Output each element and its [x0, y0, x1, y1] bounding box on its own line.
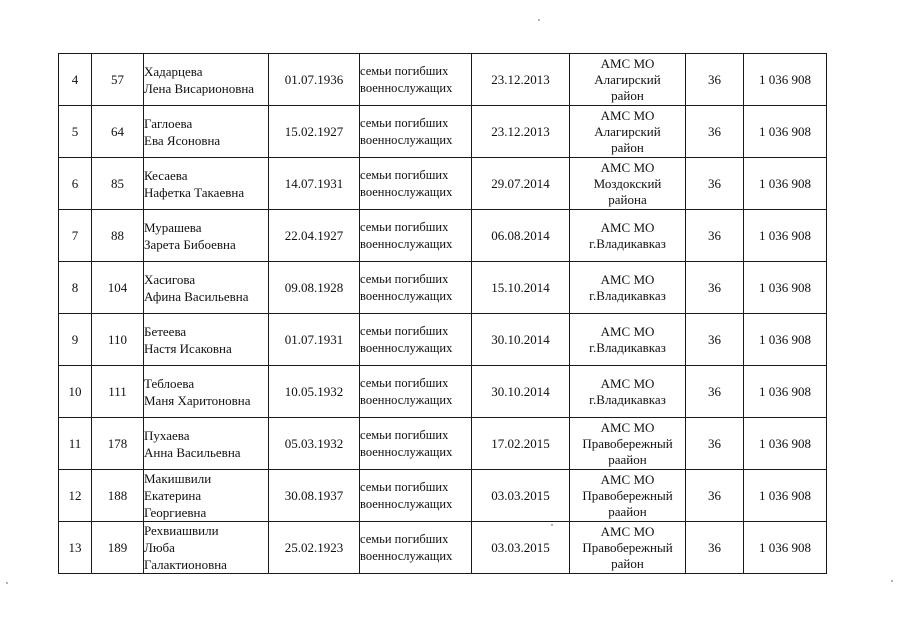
birth-date-cell — [269, 158, 360, 210]
record-id-cell — [92, 158, 144, 210]
record-id: 57 — [111, 72, 124, 87]
record-id: 188 — [107, 488, 128, 503]
amount-cell — [744, 470, 827, 522]
record-id: 189 — [107, 540, 128, 555]
table-row — [59, 262, 827, 314]
surname: Рехвиашвили — [144, 523, 219, 538]
row-number-cell — [59, 106, 92, 158]
record-id-cell — [92, 54, 144, 106]
code: 36 — [708, 540, 721, 555]
birth-date-cell — [269, 314, 360, 366]
record-id-cell — [92, 470, 144, 522]
code-cell — [686, 314, 744, 366]
registration-date-cell — [472, 314, 570, 366]
row-number-cell — [59, 158, 92, 210]
record-id: 110 — [107, 332, 128, 347]
category-line: семьи погибших — [360, 375, 449, 390]
surname: Гаглоева — [144, 115, 193, 131]
amount: 1 036 908 — [759, 332, 811, 347]
table-row — [59, 470, 827, 522]
birth-date-cell — [269, 470, 360, 522]
birth-date: 14.07.1931 — [284, 176, 344, 191]
registration-date: 17.02.2015 — [491, 436, 550, 451]
organization-line: г.Владикавказ — [589, 339, 666, 355]
person-name-cell — [144, 106, 269, 158]
record-id-cell — [92, 210, 144, 262]
category-line: семьи погибших — [360, 63, 449, 78]
registration-date-cell — [472, 470, 570, 522]
category-line: семьи погибших — [360, 115, 449, 130]
amount-cell — [744, 210, 827, 262]
birth-date: 15.02.1927 — [284, 124, 344, 139]
given-name-line: Зарета Бибоевна — [144, 236, 236, 252]
row-number-cell — [59, 366, 92, 418]
registration-date-cell — [472, 210, 570, 262]
amount: 1 036 908 — [759, 384, 811, 399]
amount: 1 036 908 — [759, 72, 811, 87]
birth-date: 05.03.1932 — [284, 436, 344, 451]
registration-date-cell — [472, 522, 570, 574]
organization-cell — [570, 366, 686, 418]
organization-line: Правобережный — [582, 539, 673, 555]
given-name-line: Анна Васильевна — [144, 444, 241, 460]
row-number: 10 — [68, 384, 82, 399]
organization-line: Моздокский — [593, 175, 662, 191]
birth-date-cell — [269, 522, 360, 574]
registration-date: 06.08.2014 — [491, 228, 550, 243]
birth-date: 09.08.1928 — [284, 280, 344, 295]
code: 36 — [708, 280, 721, 295]
category-line: семьи погибших — [360, 323, 449, 338]
amount: 1 036 908 — [759, 488, 811, 503]
row-number: 13 — [68, 540, 82, 555]
birth-date: 01.07.1931 — [284, 332, 344, 347]
given-name-line: Галактионовна — [144, 557, 227, 572]
table-row — [59, 210, 827, 262]
registration-date: 15.10.2014 — [491, 280, 550, 295]
code-cell — [686, 522, 744, 574]
organization-line: АМС МО — [600, 323, 655, 339]
category-line: военнослужащих — [360, 132, 453, 147]
person-name-cell — [144, 54, 269, 106]
row-number-cell — [59, 314, 92, 366]
code-cell — [686, 262, 744, 314]
record-id-cell — [92, 522, 144, 574]
category-line: военнослужащих — [360, 236, 453, 251]
code-cell — [686, 366, 744, 418]
organization-line: АМС МО — [600, 375, 655, 391]
organization-cell — [570, 210, 686, 262]
organization-line: АМС МО — [600, 159, 655, 175]
category-line: семьи погибших — [360, 219, 449, 234]
category-cell — [360, 366, 472, 418]
scan-speck — [6, 582, 8, 584]
organization-line: АМС МО — [600, 523, 655, 539]
category-line: военнослужащих — [360, 80, 453, 95]
category-cell — [360, 210, 472, 262]
surname: Кесаева — [144, 167, 188, 183]
organization-line: АМС МО — [600, 107, 655, 123]
given-name-line: Маня Харитоновна — [144, 392, 251, 408]
given-name-line: Афина Васильевна — [144, 288, 249, 304]
registration-date-cell — [472, 54, 570, 106]
category-line: военнослужащих — [360, 392, 453, 407]
amount: 1 036 908 — [759, 280, 811, 295]
category-cell — [360, 522, 472, 574]
surname: Макишвили — [144, 471, 212, 486]
person-name-cell — [144, 366, 269, 418]
code-cell — [686, 470, 744, 522]
given-name-line: Люба — [144, 540, 175, 555]
birth-date-cell — [269, 418, 360, 470]
code: 36 — [708, 488, 721, 503]
given-name-line: Настя Исаковна — [144, 340, 232, 356]
code: 36 — [708, 124, 721, 139]
table-row — [59, 314, 827, 366]
registration-date-cell — [472, 262, 570, 314]
scan-speck — [891, 580, 893, 582]
beneficiary-table — [58, 53, 827, 574]
organization-cell — [570, 522, 686, 574]
table-row — [59, 106, 827, 158]
code: 36 — [708, 176, 721, 191]
organization-cell — [570, 314, 686, 366]
birth-date-cell — [269, 210, 360, 262]
category-line: военнослужащих — [360, 288, 453, 303]
organization-line: район — [611, 555, 644, 571]
organization-line: АМС МО — [600, 219, 655, 235]
given-name-line: Лена Висарионовна — [144, 80, 255, 96]
registration-date: 29.07.2014 — [491, 176, 550, 191]
code-cell — [686, 418, 744, 470]
row-number-cell — [59, 210, 92, 262]
registration-date: 03.03.2015 — [491, 540, 550, 555]
category-line: семьи погибших — [360, 427, 449, 442]
scan-speck — [538, 19, 540, 21]
organization-line: район — [611, 87, 644, 103]
organization-line: г.Владикавказ — [589, 287, 666, 303]
record-id: 111 — [108, 384, 127, 399]
category-line: семьи погибших — [360, 479, 449, 494]
amount: 1 036 908 — [759, 228, 811, 243]
person-name-cell — [144, 158, 269, 210]
code-cell — [686, 158, 744, 210]
amount-cell — [744, 54, 827, 106]
code-cell — [686, 54, 744, 106]
record-id: 88 — [111, 228, 124, 243]
person-name-cell — [144, 418, 269, 470]
amount: 1 036 908 — [759, 176, 811, 191]
code-cell — [686, 210, 744, 262]
row-number: 6 — [71, 176, 79, 191]
code: 36 — [708, 332, 721, 347]
registration-date-cell — [472, 366, 570, 418]
record-id-cell — [92, 262, 144, 314]
row-number-cell — [59, 54, 92, 106]
record-id: 104 — [107, 280, 128, 295]
code: 36 — [708, 228, 721, 243]
birth-date-cell — [269, 54, 360, 106]
person-name-cell — [144, 314, 269, 366]
amount: 1 036 908 — [759, 436, 811, 451]
birth-date-cell — [269, 262, 360, 314]
category-cell — [360, 418, 472, 470]
surname: Мурашева — [144, 219, 202, 235]
registration-date: 03.03.2015 — [491, 488, 550, 503]
birth-date: 22.04.1927 — [284, 228, 344, 243]
registration-date-cell — [472, 106, 570, 158]
organization-cell — [570, 106, 686, 158]
code: 36 — [708, 384, 721, 399]
category-line: военнослужащих — [360, 184, 453, 199]
record-id: 64 — [111, 124, 124, 139]
birth-date: 30.08.1937 — [284, 488, 344, 503]
category-line: военнослужащих — [360, 548, 453, 563]
table-row — [59, 54, 827, 106]
category-line: семьи погибших — [360, 531, 449, 546]
row-number-cell — [59, 262, 92, 314]
organization-line: г.Владикавказ — [589, 235, 666, 251]
organization-line: Правобережный — [582, 435, 673, 451]
row-number: 7 — [71, 228, 79, 243]
organization-line: АМС МО — [600, 419, 655, 435]
surname: Хадарцева — [144, 63, 203, 79]
amount-cell — [744, 106, 827, 158]
row-number-cell — [59, 418, 92, 470]
organization-line: АМС МО — [600, 55, 655, 71]
organization-line: Алагирский — [594, 71, 661, 87]
birth-date-cell — [269, 106, 360, 158]
organization-cell — [570, 262, 686, 314]
amount: 1 036 908 — [759, 124, 811, 139]
organization-cell — [570, 418, 686, 470]
row-number: 4 — [71, 72, 79, 87]
organization-line: Алагирский — [594, 123, 661, 139]
person-name-cell — [144, 262, 269, 314]
organization-line: АМС МО — [600, 471, 655, 487]
record-id-cell — [92, 418, 144, 470]
organization-line: раайон — [608, 451, 647, 467]
table-row — [59, 158, 827, 210]
given-name-line: Георгиевна — [144, 505, 207, 520]
row-number-cell — [59, 470, 92, 522]
record-id-cell — [92, 106, 144, 158]
category-line: военнослужащих — [360, 496, 453, 511]
surname: Пухаева — [144, 427, 190, 443]
organization-line: АМС МО — [600, 271, 655, 287]
record-id: 85 — [111, 176, 124, 191]
record-id-cell — [92, 314, 144, 366]
amount-cell — [744, 366, 827, 418]
table-row — [59, 366, 827, 418]
category-cell — [360, 470, 472, 522]
record-id-cell — [92, 366, 144, 418]
surname: Хасигова — [144, 271, 196, 287]
person-name-cell — [144, 522, 269, 574]
amount-cell — [744, 522, 827, 574]
row-number: 12 — [68, 488, 82, 503]
row-number: 8 — [71, 280, 79, 295]
category-cell — [360, 314, 472, 366]
category-line: военнослужащих — [360, 340, 453, 355]
birth-date-cell — [269, 366, 360, 418]
organization-line: Правобережный — [582, 487, 673, 503]
category-cell — [360, 54, 472, 106]
organization-line: раайон — [608, 503, 647, 519]
organization-cell — [570, 470, 686, 522]
registration-date-cell — [472, 158, 570, 210]
row-number-cell — [59, 522, 92, 574]
code-cell — [686, 106, 744, 158]
given-name-line: Ева Ясоновна — [144, 132, 221, 148]
category-line: семьи погибших — [360, 167, 449, 182]
person-name-cell — [144, 470, 269, 522]
category-line: семьи погибших — [360, 271, 449, 286]
organization-line: г.Владикавказ — [589, 391, 666, 407]
row-number: 9 — [71, 332, 79, 347]
amount-cell — [744, 418, 827, 470]
registration-date-cell — [472, 418, 570, 470]
given-name-line: Нафетка Такаевна — [144, 184, 245, 200]
amount-cell — [744, 314, 827, 366]
registration-date: 30.10.2014 — [491, 332, 550, 347]
birth-date: 25.02.1923 — [284, 540, 344, 555]
birth-date: 01.07.1936 — [284, 72, 344, 87]
table-row — [59, 522, 827, 574]
code: 36 — [708, 72, 721, 87]
amount-cell — [744, 158, 827, 210]
category-line: военнослужащих — [360, 444, 453, 459]
surname: Теблоева — [144, 375, 195, 391]
row-number: 11 — [68, 436, 82, 451]
record-id: 178 — [107, 436, 128, 451]
registration-date: 23.12.2013 — [491, 124, 550, 139]
person-name-cell — [144, 210, 269, 262]
category-cell — [360, 106, 472, 158]
code: 36 — [708, 436, 721, 451]
amount: 1 036 908 — [759, 540, 811, 555]
registration-date: 30.10.2014 — [491, 384, 550, 399]
given-name-line: Екатерина — [144, 488, 202, 503]
category-cell — [360, 262, 472, 314]
registration-date: 23.12.2013 — [491, 72, 550, 87]
table-row — [59, 418, 827, 470]
organization-line: района — [608, 191, 647, 207]
table-body — [59, 54, 827, 574]
row-number: 5 — [71, 124, 79, 139]
surname: Бетеева — [144, 323, 187, 339]
organization-cell — [570, 158, 686, 210]
organization-line: район — [611, 139, 644, 155]
organization-cell — [570, 54, 686, 106]
category-cell — [360, 158, 472, 210]
amount-cell — [744, 262, 827, 314]
birth-date: 10.05.1932 — [284, 384, 344, 399]
